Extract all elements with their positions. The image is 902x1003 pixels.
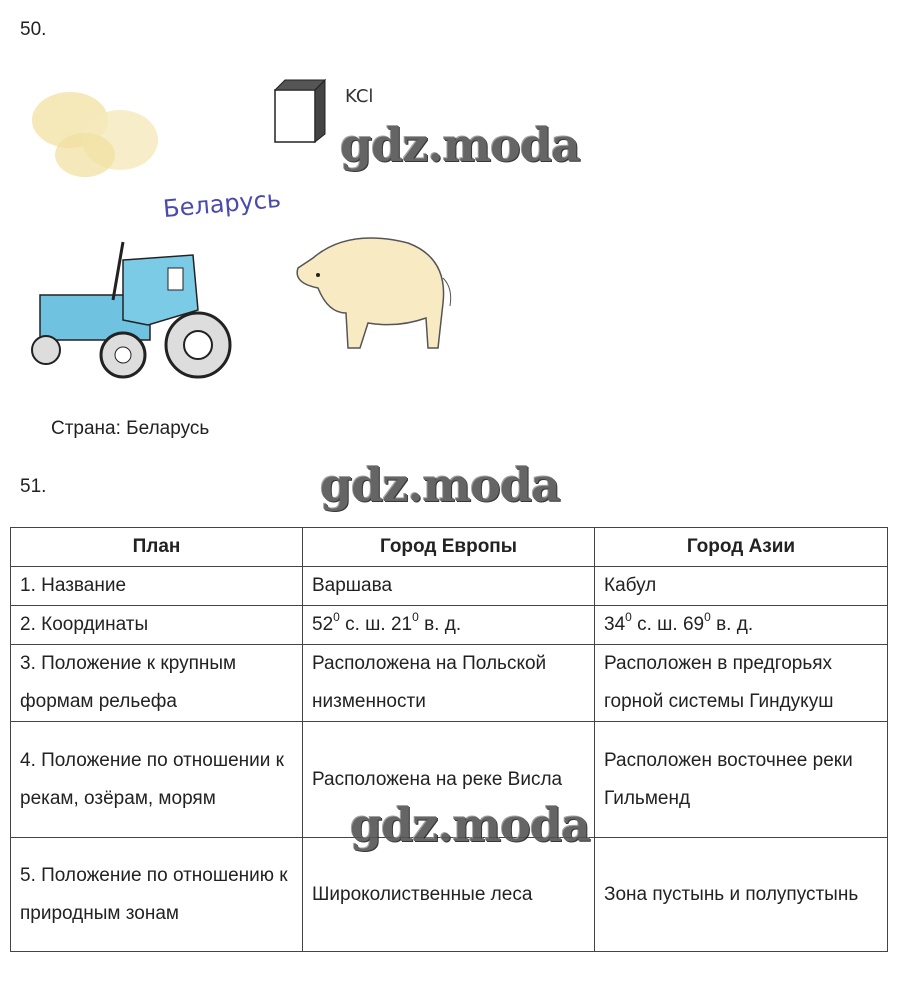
asia-cell: Расположен восточнее реки Гильменд	[595, 722, 888, 838]
plan-cell: 2. Координаты	[11, 606, 303, 645]
salt-crystals-drawing	[25, 85, 165, 185]
bison-drawing	[288, 228, 458, 356]
asia-cell: Расположен в предгорьях горной системы Гиндукуш	[595, 645, 888, 722]
degree-mark: 0	[412, 610, 419, 624]
longitude-suffix: в. д.	[710, 614, 754, 635]
latitude: 34	[604, 614, 626, 635]
degree-mark: 0	[625, 610, 632, 624]
salt-cube-drawing	[270, 78, 340, 148]
europe-cell: Варшава	[303, 567, 595, 606]
europe-cell: Широколиственные леса	[303, 838, 595, 952]
task-51-number: 51.	[20, 476, 47, 497]
watermark-logo: gdz.moda	[350, 798, 590, 852]
watermark-logo: gdz.moda	[340, 118, 580, 172]
table-header-row	[11, 528, 888, 567]
degree-mark: 0	[333, 610, 340, 624]
plan-cell: 1. Название	[11, 567, 303, 606]
europe-cell: Расположена на реке Висла	[303, 722, 595, 838]
tractor-drawing	[28, 240, 233, 385]
task-50-number: 50.	[20, 19, 47, 40]
longitude: с. ш. 69	[631, 614, 705, 635]
watermark-logo: gdz.moda	[320, 458, 560, 512]
plan-cell: 4. Положение по отношении к рекам, озёрам, морям	[11, 722, 303, 838]
city-comparison-table	[10, 527, 888, 952]
table-row	[11, 606, 888, 645]
table-row	[11, 645, 888, 722]
asia-coordinates-cell	[595, 606, 888, 645]
header-asia-city: Город Азии	[595, 528, 888, 567]
header-plan: План	[11, 528, 303, 567]
latitude: 52	[312, 614, 334, 635]
plan-cell: 5. Положение по отношению к природным зонам	[11, 838, 303, 952]
salt-formula-label: KCl	[345, 86, 374, 107]
asia-cell: Кабул	[595, 567, 888, 606]
table-row	[11, 838, 888, 952]
header-europe-city: Город Европы	[303, 528, 595, 567]
table-row	[11, 567, 888, 606]
asia-cell: Зона пустынь и полупустынь	[595, 838, 888, 952]
degree-mark: 0	[704, 610, 711, 624]
longitude: с. ш. 21	[339, 614, 413, 635]
longitude-suffix: в. д.	[418, 614, 462, 635]
europe-cell: Расположена на Польской низменности	[303, 645, 595, 722]
plan-cell: 3. Положение к крупным формам рельефа	[11, 645, 303, 722]
europe-coordinates-cell	[303, 606, 595, 645]
handwritten-country-label: Беларусь	[162, 184, 283, 224]
country-answer: Страна: Беларусь	[51, 418, 210, 439]
